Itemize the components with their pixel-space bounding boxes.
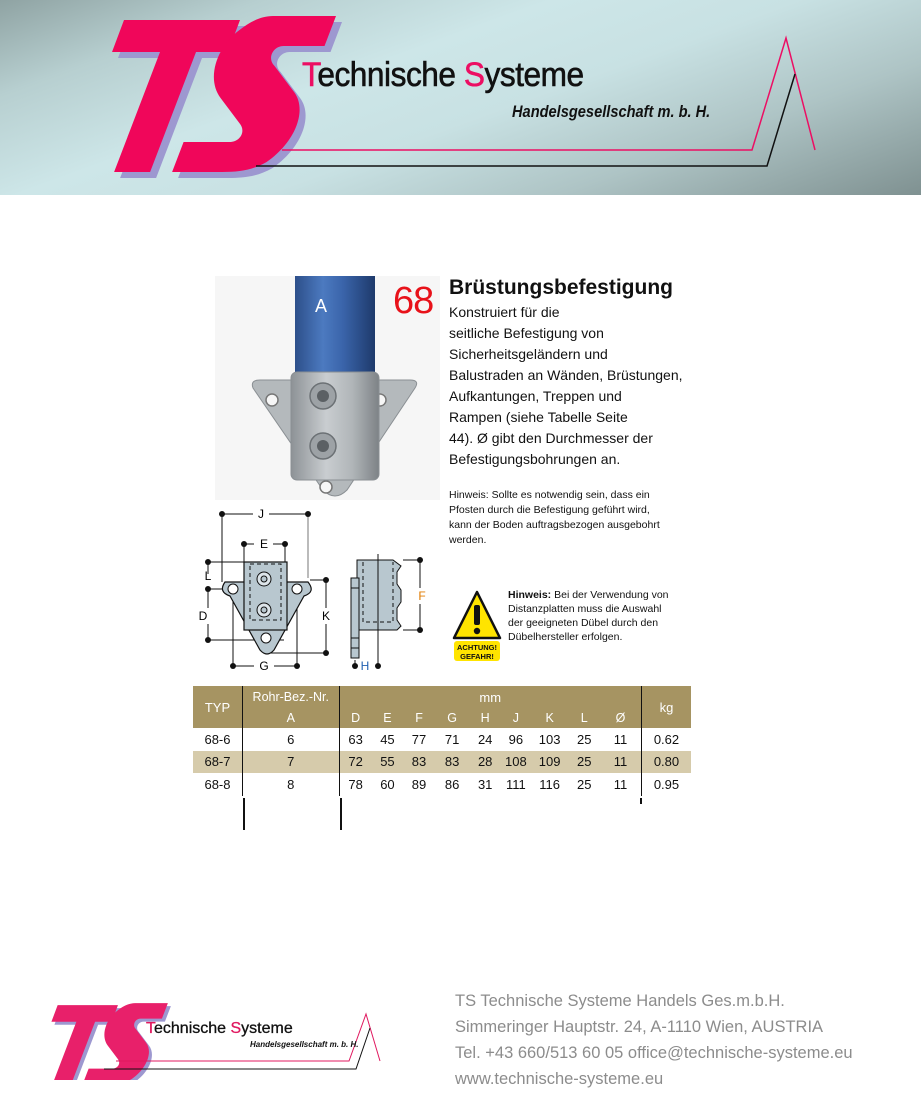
cell-j: 96 [508,731,524,747]
cell-e: 45 [380,731,395,747]
company-title [302,56,584,95]
cell-f: 83 [403,751,435,774]
cell-d: 63 [348,731,363,747]
note-line: Distanzplatten muss die Auswahl [508,603,662,615]
note-line: Hinweis: Sollte es notwendig sein, dass ein [449,489,650,501]
col-header-d: D [339,708,372,728]
cell-f: 77 [411,731,427,747]
cell-k: 103 [538,731,561,747]
table-row [193,728,691,751]
svg-text:H: H [360,659,370,673]
description-line: Konstruiert für die [449,304,560,320]
title-part1: echnische [317,56,464,94]
table-row [193,751,691,774]
note-drilling [449,488,699,548]
cell-typ: 68-6 [193,728,242,751]
svg-text:L: L [204,569,212,583]
cell-k: 116 [539,776,560,792]
header-logo-graphic [0,0,921,195]
cell-l: 25 [577,776,592,792]
photo-label-a: A [314,296,328,316]
col-header-kg: kg [641,686,691,728]
cell-kg: 0.80 [641,751,691,774]
col-header-k: K [531,708,569,728]
col-header-e: E [372,708,404,728]
note-line [508,588,708,602]
svg-text:F: F [418,589,426,603]
note-label: Hinweis: [508,589,552,601]
description-line: Rampen (siehe Tabelle Seite [449,409,628,425]
svg-text:J: J [258,507,264,521]
cell-k: 109 [531,751,569,774]
col-header-f: F [403,708,435,728]
table-divider [640,798,642,804]
cell-a: 8 [242,773,339,796]
side-dimension-drawing [345,548,435,678]
cell-f: 89 [411,776,427,792]
contact-block [455,988,853,1092]
description-line: 44). Ø gibt den Durchmesser der [449,430,653,446]
svg-text:E: E [259,537,269,551]
cell-h: 28 [469,751,501,774]
note-dowels [508,588,708,644]
title-part2: ysteme [484,56,584,94]
spec-table [193,686,691,796]
table-row [193,773,691,796]
contact-address: Simmeringer Hauptstr. 24, A-1110 Wien, AUSTRIA [455,1018,824,1036]
contact-website-link[interactable]: www.technische-systeme.eu [455,1070,664,1088]
footer-ts-logo [36,1003,168,1080]
svg-text:G: G [259,659,269,673]
col-header-j: J [501,708,531,728]
description-line: Befestigungsbohrungen an. [449,451,621,467]
note-line: werden. [449,534,487,546]
title-accent-t: T [146,1020,154,1037]
cell-l: 25 [577,731,592,747]
title-part2: ysteme [241,1020,293,1037]
col-header-g: G [435,708,470,728]
table-divider [340,798,342,830]
cell-kg: 0.62 [653,731,680,747]
cell-d: 72 [339,751,372,774]
cell-l: 25 [568,751,600,774]
footer-company-title [146,1020,293,1038]
front-dimension-drawing [190,500,340,683]
col-header-a: A [242,708,339,728]
svg-text:K: K [321,609,331,623]
cell-diameter: 11 [600,751,641,774]
ts-logo [82,16,336,172]
note-line: Pfosten durch die Befestigung geführt wird, [449,504,650,516]
cell-kg: 0.95 [653,776,680,792]
svg-text:GEFAHR!: GEFAHR! [460,652,494,661]
cell-e: 55 [372,751,404,774]
cell-d: 78 [348,776,363,792]
cell-g: 83 [435,751,470,774]
cell-g: 86 [444,776,460,792]
warning-triangle-icon [452,590,502,667]
cell-e: 60 [380,776,395,792]
col-header-l: L [568,708,600,728]
cell-h: 24 [477,731,493,747]
note-line: Dübelhersteller erfolgen. [508,631,623,643]
col-header-mm: mm [339,686,641,708]
title-accent-s: S [463,56,485,94]
footer-company-subtitle: Handelsgesellschaft m. b. H. [250,1040,359,1049]
contact-phone-email[interactable]: Tel. +43 660/513 60 05 office@technische-systeme.eu [455,1044,853,1062]
note-line: der geeigneten Dübel durch den [508,617,659,629]
header-banner [0,0,921,195]
note-text: Bei der Verwendung von [551,589,669,601]
cell-diameter: 11 [600,728,641,751]
cell-typ: 68-8 [193,773,242,796]
col-header-rohr: Rohr-Bez.-Nr. [242,686,339,708]
cell-j: 111 [506,776,526,792]
svg-text:D: D [198,609,208,623]
title-part1: echnische [154,1020,231,1037]
contact-company: TS Technische Systeme Handels Ges.m.b.H. [455,992,785,1010]
cell-typ: 68-7 [193,751,242,774]
table-divider [243,798,245,830]
cell-a: 7 [242,751,339,774]
col-header-typ: TYP [193,686,242,728]
product-number: 68 [393,280,434,322]
cell-g: 71 [444,731,460,747]
cell-diameter: 11 [600,773,641,796]
product-title: Brüstungsbefestigung [449,276,673,299]
note-line: kann der Boden auftragsbezogen ausgebohrt [449,519,660,531]
title-accent-s: S [230,1020,242,1037]
description-line: seitliche Befestigung von [449,325,604,341]
company-subtitle: Handelsgesellschaft m. b. H. [512,102,711,121]
col-header-h: H [469,708,501,728]
svg-text:ACHTUNG!: ACHTUNG! [457,643,497,652]
description-line: Sicherheitsgeländern und [449,346,608,362]
cell-a: 6 [242,728,339,751]
title-accent-t: T [302,56,318,94]
col-header-diameter: Ø [600,708,641,728]
description-line: Balustraden an Wänden, Brüstungen, [449,367,683,383]
description-line: Aufkantungen, Treppen und [449,388,622,404]
cell-h: 31 [477,776,493,792]
cell-j: 108 [501,751,531,774]
product-description [449,302,709,470]
